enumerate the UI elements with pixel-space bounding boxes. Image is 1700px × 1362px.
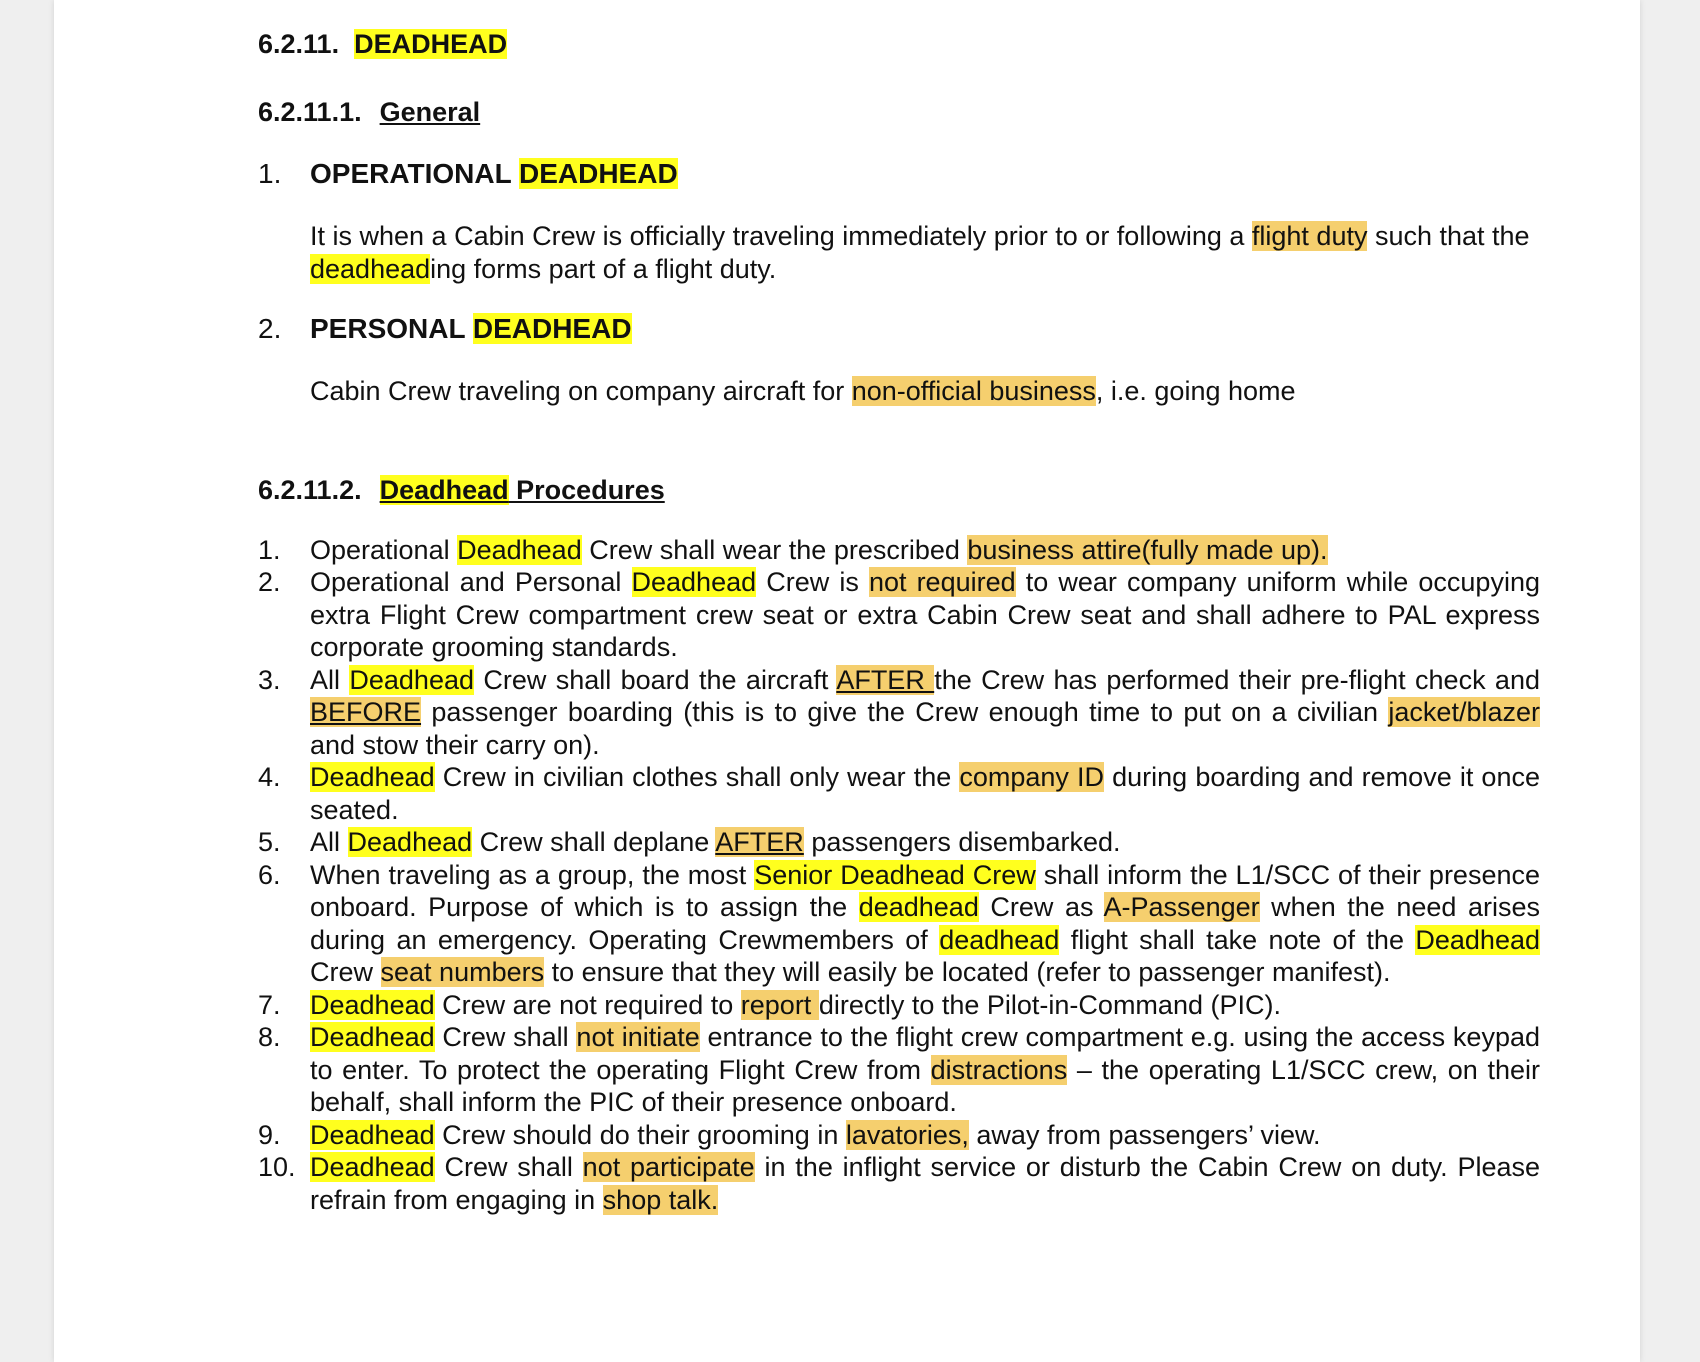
highlight-run: company ID <box>959 762 1105 792</box>
procedure-item <box>258 534 1540 567</box>
text-run: Crew in civilian clothes shall only wear the <box>434 762 960 792</box>
procedure-text <box>310 664 1540 762</box>
text-run: Crew shall deplane <box>472 827 716 857</box>
text-run: All <box>310 664 350 695</box>
list-number: 4. <box>258 762 281 792</box>
general-heading <box>258 94 1540 130</box>
document-content <box>258 18 1540 1216</box>
list-number: 1. <box>258 534 281 565</box>
highlight-run: seat numbers <box>380 957 545 987</box>
highlight-run: business attire(fully made up). <box>967 534 1328 565</box>
procedure-text <box>310 1151 1540 1216</box>
highlight-run: Deadhead <box>1415 924 1540 955</box>
procedure-text <box>310 989 1540 1022</box>
procedure-item <box>258 1151 1540 1216</box>
highlight-run: deadhead <box>939 924 1060 955</box>
text-run: , i.e. going home <box>1095 376 1296 406</box>
highlight-run: AFTER <box>836 664 935 695</box>
section-title: DEADHEAD <box>354 29 508 59</box>
type-label-highlight: DEADHEAD <box>472 313 632 344</box>
procedure-text <box>310 1119 1540 1152</box>
list-number: 8. <box>258 1022 281 1052</box>
highlight-run: BEFORE <box>310 697 422 727</box>
text-run: such that the <box>1367 221 1530 251</box>
type-label: OPERATIONAL <box>310 158 519 189</box>
section-heading <box>258 26 1540 62</box>
text-run: the Crew has performed their pre-flight check and <box>934 664 1540 695</box>
highlight-run: not initiate <box>576 1022 700 1052</box>
highlight-run: Deadhead <box>631 567 757 597</box>
text-run: in the inflight service or disturb the Cabin Crew on duty. Please refrain from engaging in <box>310 1152 1541 1215</box>
highlight-run: non-official business <box>851 376 1096 406</box>
text-run: Operational <box>310 534 458 565</box>
definition-personal <box>310 375 1540 408</box>
procedures-title-highlight: Deadhead <box>379 474 509 505</box>
procedure-text <box>310 859 1540 989</box>
highlight-run: Deadhead <box>310 762 435 792</box>
highlight-run: Deadhead <box>349 664 474 695</box>
text-run: ing forms part of a flight duty. <box>430 253 777 284</box>
highlight-run: distractions <box>930 1054 1068 1085</box>
text-run: Crew are not required to <box>434 989 741 1020</box>
text-run: It is when a Cabin Crew is officially traveling immediately prior to or following a <box>310 221 1252 251</box>
procedure-text <box>310 826 1540 859</box>
text-run: Cabin Crew traveling on company aircraft for <box>310 376 852 406</box>
text-run: All <box>310 827 348 857</box>
procedure-item <box>258 989 1540 1022</box>
general-number: 6.2.11.1. <box>258 97 362 127</box>
procedures-title: Procedures <box>508 474 665 505</box>
highlight-run: jacket/blazer <box>1388 697 1540 727</box>
text-run: Crew is <box>756 567 869 597</box>
procedure-text <box>310 1021 1540 1119</box>
text-run: Crew as <box>978 892 1104 922</box>
list-number: 3. <box>258 664 281 695</box>
procedures-heading <box>258 472 1540 508</box>
highlight-run: Deadhead <box>310 989 435 1020</box>
highlight-run: report <box>740 989 819 1020</box>
list-number: 1. <box>258 158 282 189</box>
highlight-run: A-Passenger <box>1103 892 1260 922</box>
procedure-item <box>258 761 1540 826</box>
procedures-number: 6.2.11.2. <box>258 474 362 505</box>
text-run: passenger boarding (this is to give the Crew enough time to put on a civilian <box>421 697 1389 727</box>
text-run: – the operating L1/SCC crew, on their behalf, shall inform the PIC of their presence onboard. <box>310 1054 1540 1117</box>
highlight-run: not required <box>868 567 1016 597</box>
spacer <box>258 434 1540 472</box>
procedures-list <box>258 534 1540 1217</box>
text-run: during boarding and remove it once seated. <box>310 762 1540 825</box>
text-run: Crew <box>310 957 381 987</box>
highlight-run: AFTER <box>715 827 804 857</box>
highlight-run: Deadhead <box>347 827 473 857</box>
text-run: away from passengers’ view. <box>968 1119 1321 1150</box>
procedure-item <box>258 1021 1540 1119</box>
list-number: 2. <box>258 313 282 344</box>
text-run: passengers disembarked. <box>803 827 1121 857</box>
list-number: 9. <box>258 1119 281 1150</box>
procedure-text <box>310 566 1540 664</box>
deadhead-type-personal <box>258 311 1540 347</box>
text-run: When traveling as a group, the most <box>310 859 755 890</box>
text-run: Crew shall board the aircraft <box>474 664 837 695</box>
procedure-item <box>258 859 1540 989</box>
list-number: 5. <box>258 827 281 857</box>
list-number: 7. <box>258 989 281 1020</box>
list-number: 10. <box>258 1152 296 1182</box>
procedure-text <box>310 761 1540 826</box>
text-run: shall inform the L1/SCC of their presence onboard. Purpose of which is to assign the <box>310 859 1540 922</box>
highlight-run: deadhead <box>310 253 431 284</box>
text-run: entrance to the flight crew compartment e.g. using the access keypad to enter. To protect the operating Flight Crew from <box>310 1022 1540 1085</box>
list-number: 2. <box>258 567 281 597</box>
document-page <box>54 0 1640 1362</box>
highlight-run: deadhead <box>858 892 979 922</box>
procedure-item <box>258 1119 1540 1152</box>
definition-operational <box>310 220 1540 285</box>
highlight-run: shop talk. <box>602 1184 719 1215</box>
procedure-item <box>258 664 1540 762</box>
highlight-run: flight duty <box>1251 221 1368 251</box>
highlight-run: Deadhead <box>457 534 582 565</box>
text-run: Operational and Personal <box>310 567 632 597</box>
highlight-run: Deadhead <box>310 1022 435 1052</box>
highlight-run: Senior Deadhead Crew <box>754 859 1036 890</box>
procedure-item <box>258 826 1540 859</box>
procedure-text <box>310 534 1540 567</box>
general-title: General <box>379 97 481 127</box>
text-run: when the need arises during an emergency. Operating Crewmembers of <box>310 892 1540 955</box>
text-run: Crew shall <box>434 1022 577 1052</box>
procedure-item <box>258 566 1540 664</box>
deadhead-type-operational <box>258 156 1540 192</box>
text-run: Crew shall <box>434 1152 583 1182</box>
text-run: and stow their carry on). <box>310 729 600 760</box>
text-run: directly to the Pilot-in-Command (PIC). <box>818 989 1281 1020</box>
text-run: flight shall take note of the <box>1059 924 1416 955</box>
section-number: 6.2.11. <box>258 29 340 59</box>
list-number: 6. <box>258 859 281 890</box>
text-run: to ensure that they will easily be located (refer to passenger manifest). <box>544 957 1391 987</box>
text-run: Crew shall wear the prescribed <box>581 534 968 565</box>
text-run: Crew should do their grooming in <box>434 1119 846 1150</box>
text-run: to wear company uniform while occupying extra Flight Crew compartment crew seat or extra Cabin Crew seat and shall adhere to PAL express corporate grooming standards. <box>310 567 1540 662</box>
highlight-run: not participate <box>582 1152 755 1182</box>
type-label: PERSONAL <box>310 313 473 344</box>
highlight-run: lavatories, <box>845 1119 969 1150</box>
highlight-run: Deadhead <box>310 1119 435 1150</box>
type-label-highlight: DEADHEAD <box>518 158 678 189</box>
highlight-run: Deadhead <box>310 1152 435 1182</box>
